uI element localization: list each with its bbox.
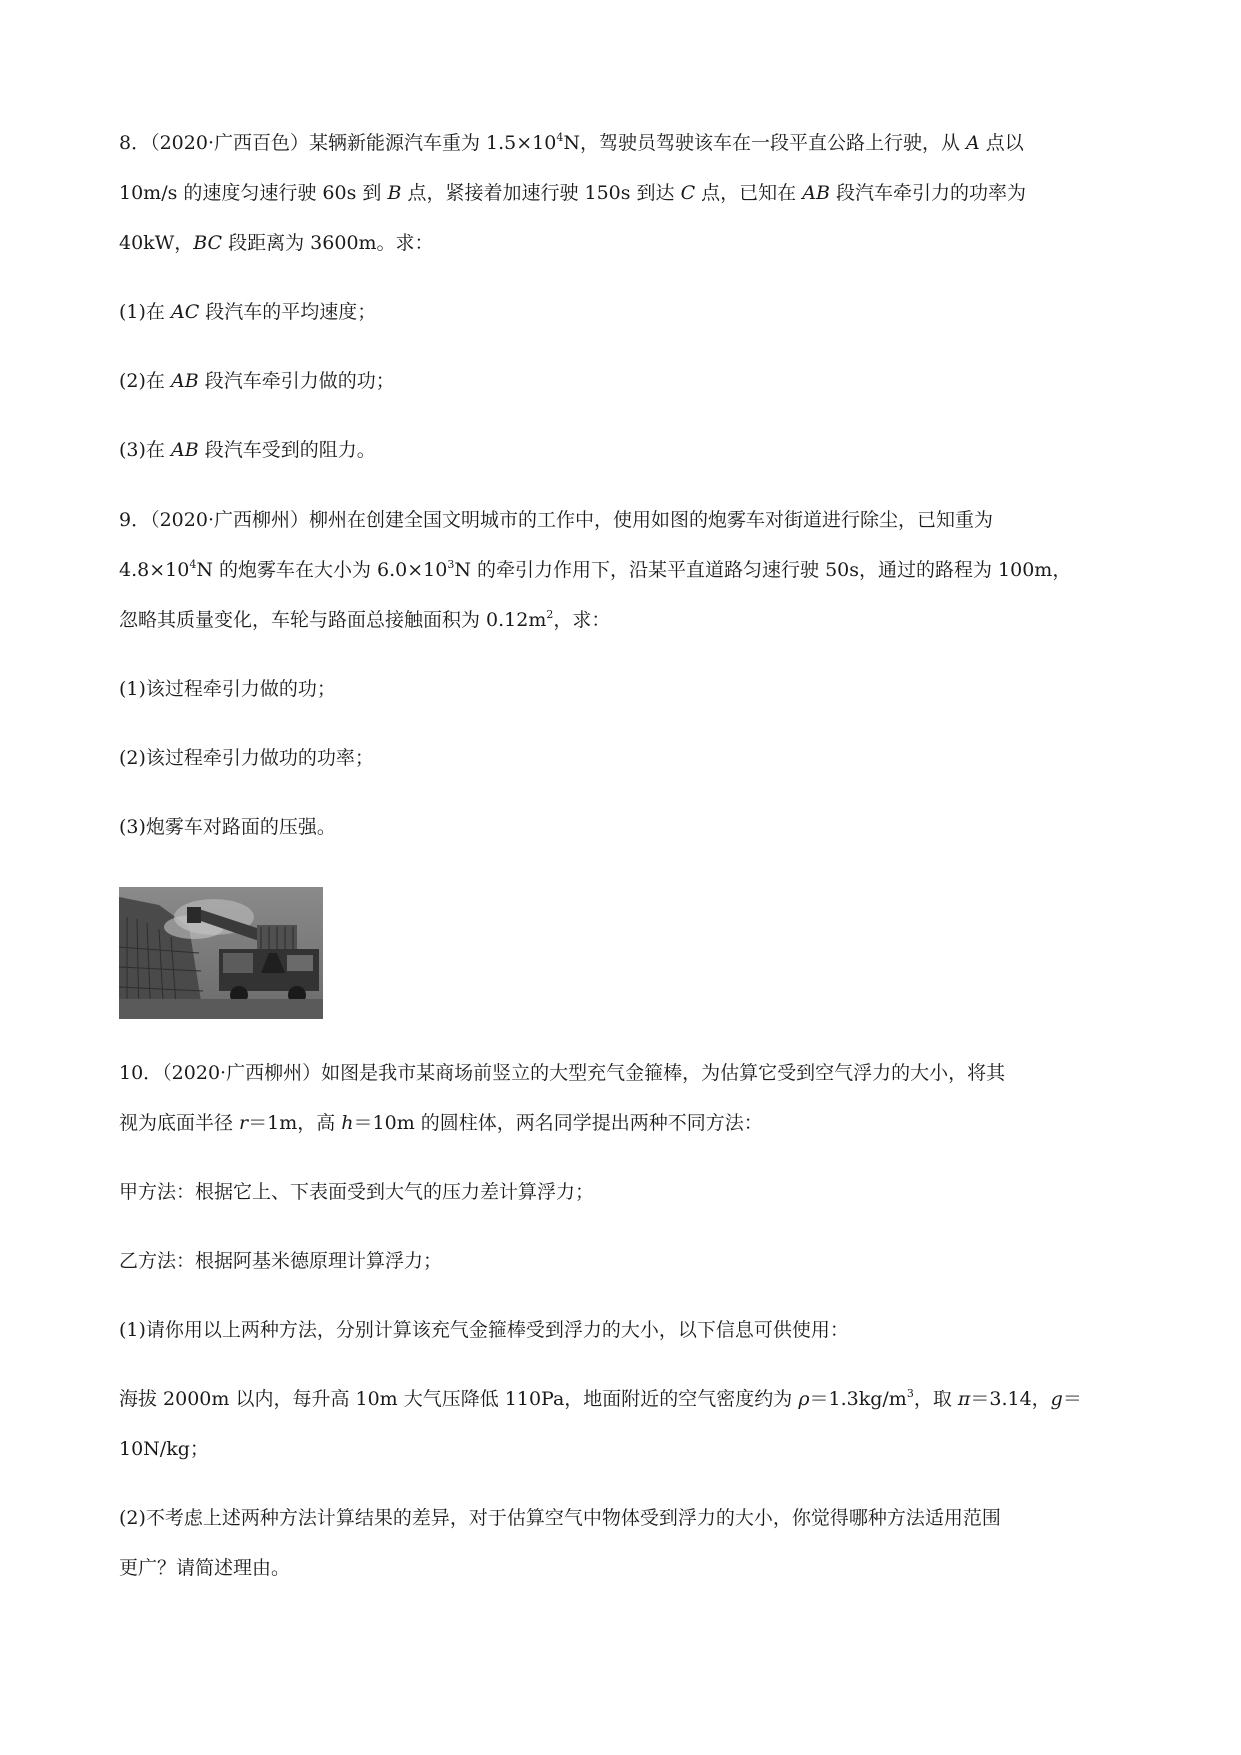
q10-sub-question-1: (1)请你用以上两种方法，分别计算该充气金箍棒受到浮力的大小，以下信息可供使用： (119, 1319, 849, 1341)
q10-info-line-2: 10N/kg； (119, 1438, 209, 1460)
q10-sub-question-2-line-2: 更广？请简述理由。 (119, 1557, 291, 1579)
q10-info-line-1: 海拔 2000m 以内，每升高 10m 大气压降低 110Pa，地面附近的空气密度约为 $\rho=1.3kg/m^3$，取 π＝3.14，g＝ (119, 1386, 1082, 1410)
q9-line-3: 忽略其质量变化，车轮与路面总接触面积为 $0.12m^2$，求： (119, 607, 611, 631)
q8-sub-question-2: (2)在 AB 段汽车牵引力做的功； (119, 370, 395, 392)
q10-line-1: 10．（2020·广西柳州）如图是我市某商场前竖立的大型充气金箍棒，为估算它受到空气浮力的大小，将其 (119, 1062, 1006, 1084)
q9-line-1: 9．（2020·广西柳州）柳州在创建全国文明城市的工作中，使用如图的炮雾车对街道进行除尘，已知重为 (119, 509, 993, 531)
q9-line-2: $4.8\times 10^4N$ 的炮雾车在大小为 $6.0\times 10^3N$ 的牵引力作用下，沿某平直道路匀速行驶 50s，通过的路程为 100m， (119, 557, 1072, 581)
q10-sub-question-2-line-1: (2)不考虑上述两种方法计算结果的差异，对于估算空气中物体受到浮力的大小，你觉得哪种方法适用范围 (119, 1507, 1001, 1529)
q8-sub-question-3: (3)在 AB 段汽车受到的阻力。 (119, 439, 376, 461)
q10-line-2: 视为底面半径 r＝1m，高 h＝10m 的圆柱体，两名同学提出两种不同方法： (119, 1112, 763, 1134)
q8-line-2: 10m/s 的速度匀速行驶 60s 到 B 点，紧接着加速行驶 150s 到达 C 点，已知在 AB 段汽车牵引力的功率为 (119, 182, 1026, 204)
fog-cannon-truck-photo (119, 887, 323, 1019)
q10-method-b: 乙方法：根据阿基米德原理计算浮力； (119, 1250, 443, 1272)
q8-line-3: 40kW，BC 段距离为 3600m。求： (119, 232, 434, 254)
q9-sub-question-3: (3)炮雾车对路面的压强。 (119, 816, 336, 838)
q10-method-a: 甲方法：根据它上、下表面受到大气的压力差计算浮力； (119, 1181, 595, 1203)
q9-sub-question-1: (1)该过程牵引力做的功； (119, 678, 336, 700)
q8-sub-question-1: (1)在 AC 段汽车的平均速度； (119, 301, 377, 323)
q9-sub-question-2: (2)该过程牵引力做功的功率； (119, 747, 374, 769)
q8-line-1: 8．（2020·广西百色）某辆新能源汽车重为 $1.5\times 10^4N$，驾驶员驾驶该车在一段平直公路上行驶，从 A 点以 (119, 130, 1024, 154)
